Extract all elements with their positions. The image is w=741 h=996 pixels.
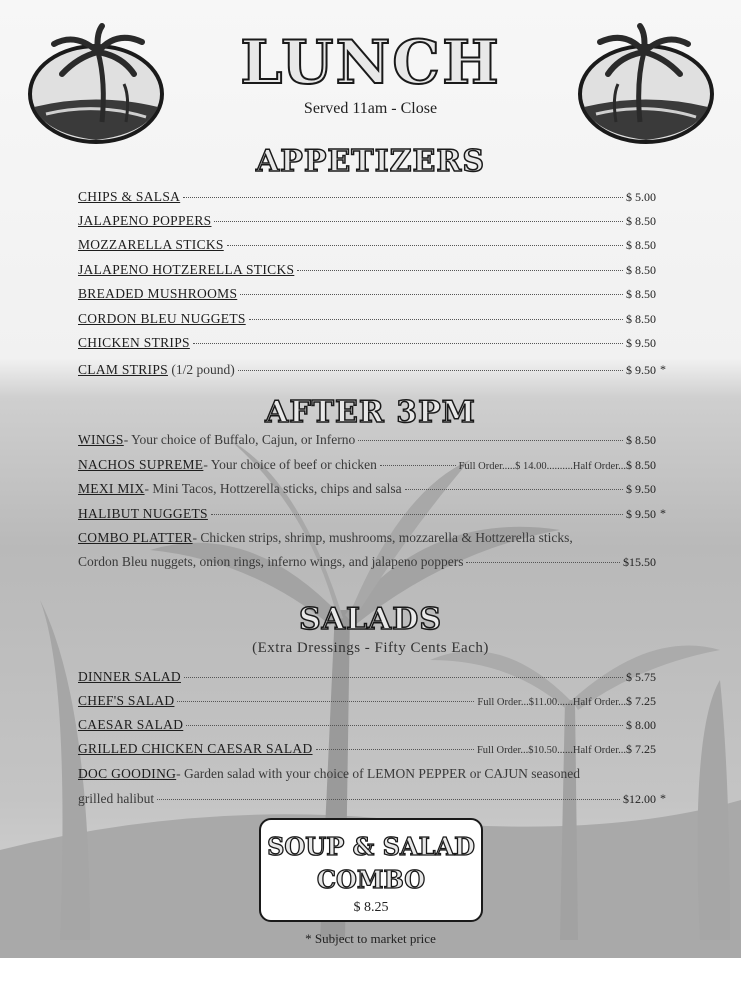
item-name: WINGS <box>78 432 124 447</box>
menu-item <box>78 766 656 782</box>
dot-leader <box>466 562 620 563</box>
menu-item <box>78 213 656 229</box>
menu-item <box>78 262 656 278</box>
item-name: CHIPS & SALSA <box>78 189 181 204</box>
menu-item <box>78 717 656 733</box>
full-half-pricing: Full Order...$10.50......Half Order... <box>476 745 626 756</box>
item-price: $ 8.50 <box>626 263 656 277</box>
item-price: $15.50 <box>623 555 656 569</box>
dot-leader <box>186 725 623 726</box>
soup-salad-combo-box <box>259 818 483 922</box>
market-price-star: * <box>660 791 666 805</box>
dot-leader <box>380 465 456 466</box>
item-price: $ 8.50 <box>626 433 656 447</box>
combo-title: SOUP & SALAD <box>267 832 475 861</box>
item-name: JALAPENO POPPERS <box>78 213 212 228</box>
item-price: $ 9.50 <box>626 507 656 521</box>
item-name: CHICKEN STRIPS <box>78 335 190 350</box>
item-name: BREADED MUSHROOMS <box>78 286 238 301</box>
item-name: CHEF'S SALAD <box>78 693 175 708</box>
full-half-pricing: Full Order...$11.00......Half Order... <box>477 697 626 708</box>
appetizers-heading: APPETIZERS <box>256 144 485 179</box>
market-price-star: * <box>660 362 666 376</box>
item-description: - Your choice of Buffalo, Cajun, or Inferno <box>123 432 356 447</box>
item-name: DOC GOODING <box>78 766 177 781</box>
item-name: JALAPENO HOTZERELLA STICKS <box>78 262 295 277</box>
item-price: $ 7.25 <box>626 694 656 708</box>
dot-leader <box>193 343 623 344</box>
item-price: $12.00 <box>623 792 656 806</box>
menu-item <box>78 506 666 522</box>
salads-heading: SALADS <box>299 602 442 637</box>
item-price: $ 8.00 <box>626 718 656 732</box>
item-price: $ 5.00 <box>626 190 656 204</box>
dot-leader <box>358 440 623 441</box>
item-description: - Mini Tacos, Hottzerella sticks, chips and salsa <box>144 481 402 496</box>
menu-item <box>78 669 656 685</box>
item-price: $ 7.25 <box>626 742 656 756</box>
item-price: $ 5.75 <box>626 670 656 684</box>
menu-item <box>78 286 656 302</box>
item-description: - Garden salad with your choice of LEMON PEPPER or CAJUN seasoned <box>176 766 580 781</box>
item-name: MOZZARELLA STICKS <box>78 237 224 252</box>
item-price: $ 8.50 <box>626 312 656 326</box>
menu-item <box>78 457 656 473</box>
item-name: COMBO PLATTER <box>78 530 193 545</box>
item-name: GRILLED CHICKEN CAESAR SALAD <box>78 741 313 756</box>
menu-item <box>78 530 656 546</box>
dot-leader <box>157 799 620 800</box>
dot-leader <box>405 489 623 490</box>
serving-hours: Served 11am - Close <box>303 100 438 117</box>
item-name: CAESAR SALAD <box>78 717 184 732</box>
item-name: NACHOS SUPREME <box>78 457 204 472</box>
menu-item <box>78 693 656 709</box>
menu-item <box>78 481 656 497</box>
item-description: - Your choice of beef or chicken <box>203 457 377 472</box>
page-bottom-margin <box>0 958 741 996</box>
dot-leader <box>249 319 623 320</box>
item-price: $ 9.50 <box>626 336 656 350</box>
menu-item <box>78 362 666 378</box>
item-price: $ 9.50 <box>626 482 656 496</box>
menu-item <box>78 189 656 205</box>
dot-leader <box>184 677 623 678</box>
menu-item-continued <box>78 554 656 570</box>
item-price: $ 8.50 <box>626 214 656 228</box>
dot-leader <box>214 221 623 222</box>
item-name: CORDON BLEU NUGGETS <box>78 311 246 326</box>
page-title: LUNCH <box>240 28 501 98</box>
item-price: $ 9.50 <box>626 363 656 377</box>
item-description: - Chicken strips, shrimp, mushrooms, mozzarella & Hottzerella sticks, <box>192 530 573 545</box>
market-price-star: * <box>660 506 666 520</box>
dot-leader <box>183 197 623 198</box>
after-3pm-heading: AFTER 3PM <box>265 395 476 430</box>
item-description: grilled halibut <box>78 791 155 806</box>
menu-item <box>78 741 656 757</box>
item-name: MEXI MIX <box>78 481 145 496</box>
dot-leader <box>316 749 474 750</box>
full-half-pricing: Full Order.....$ 14.00..........Half Order... <box>458 461 626 472</box>
dot-leader <box>211 514 623 515</box>
item-price: $ 8.50 <box>626 238 656 252</box>
item-price: $ 8.50 <box>626 287 656 301</box>
dot-leader <box>227 245 623 246</box>
combo-subtitle: COMBO <box>316 865 426 894</box>
salads-subtitle: (Extra Dressings - Fifty Cents Each) <box>252 640 489 656</box>
item-portion: (1/2 pound) <box>171 362 235 377</box>
market-price-footnote: * Subject to market price <box>305 931 436 946</box>
menu-item-continued <box>78 791 666 807</box>
menu-item <box>78 311 656 327</box>
item-description: Cordon Bleu nuggets, onion rings, inferno wings, and jalapeno poppers <box>78 554 464 569</box>
item-name: HALIBUT NUGGETS <box>78 506 208 521</box>
item-price: $ 8.50 <box>626 458 656 472</box>
dot-leader <box>177 701 474 702</box>
dot-leader <box>240 294 623 295</box>
item-name: DINNER SALAD <box>78 669 181 684</box>
dot-leader <box>238 370 623 371</box>
menu-item <box>78 237 656 253</box>
combo-price: $ 8.25 <box>353 900 389 915</box>
menu-item <box>78 432 656 448</box>
dot-leader <box>297 270 623 271</box>
menu-item <box>78 335 656 351</box>
item-name: CLAM STRIPS <box>78 362 168 377</box>
